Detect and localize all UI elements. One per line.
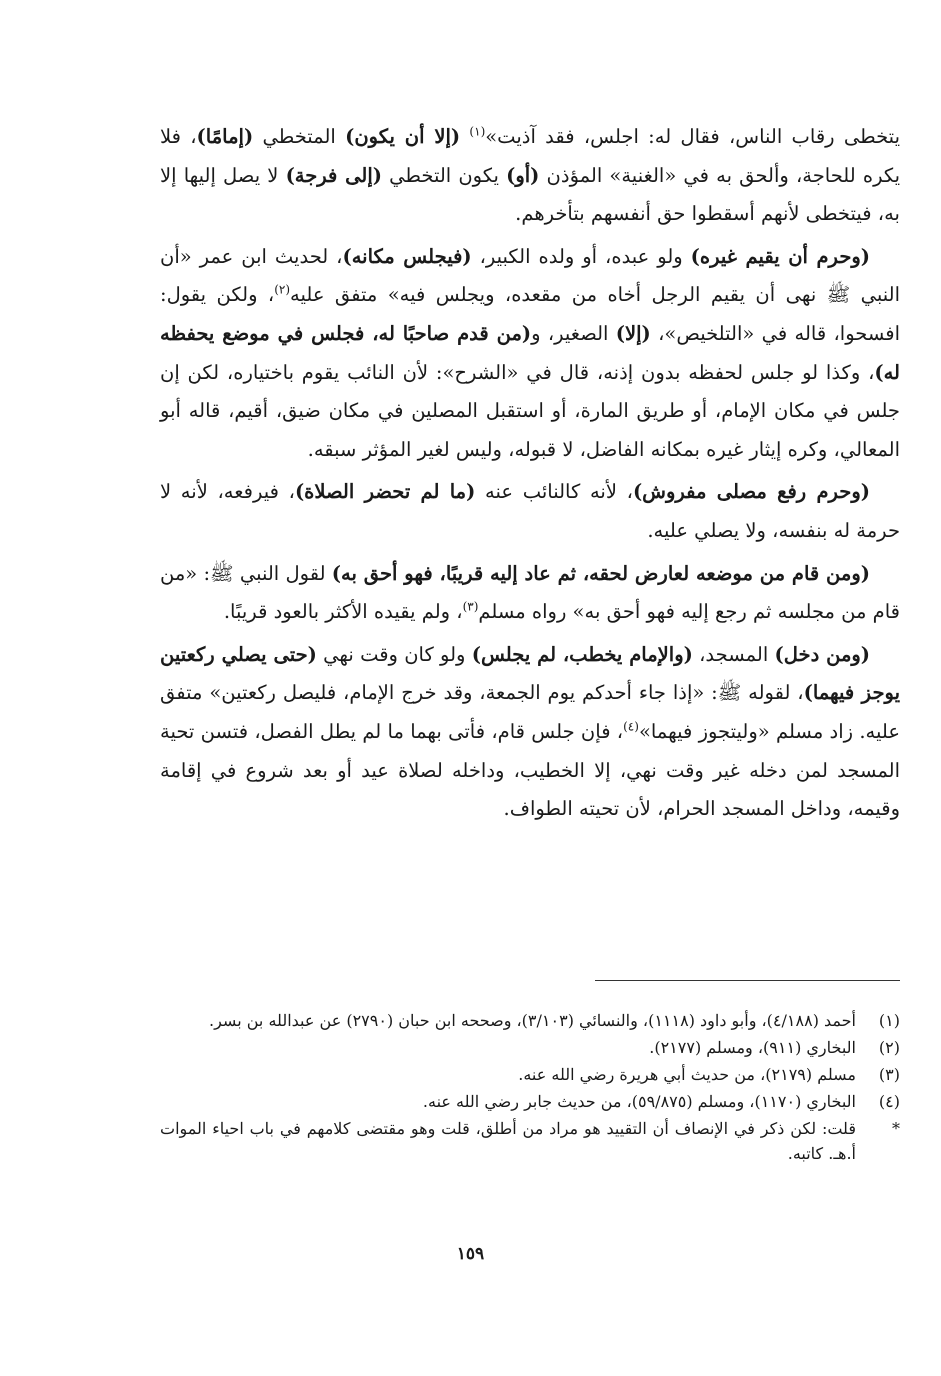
footnote <box>160 1062 900 1087</box>
footnote-separator <box>595 980 900 981</box>
sharh-text: ، لحديث ابن عمر «أن النبي ﷺ نهى أن يقيم الرجل أخاه من مقعده، ويجلس فيه» متفق عليه <box>160 244 901 307</box>
paragraph <box>160 555 900 632</box>
footnote-number: (٢) <box>878 1038 900 1057</box>
sharh-text: ، وكذا لو جلس لحفظه بدون إذنه، قال في «الشرح»: لأن النائب يقوم باختياره، لكن إن جلس في مكان الإمام، أو طريق المارة، أو استقبل المصلين في مكان ضيق، أقيم، قاله أبو المعالي، وكره إيثار غيره بمكانه الفاضل، لا قبوله، وليس لغير المؤثر سبقه. <box>160 360 900 461</box>
matn-text: (ومن دخل) <box>774 642 871 666</box>
matn-text: (فيجلس مكانه) <box>342 244 472 268</box>
paragraph <box>160 238 900 470</box>
footnote-ref[interactable]: (١) <box>469 124 486 139</box>
footnote-text: البخاري (١١٧٠)، ومسلم (٥٩/٨٧٥)، من حديث جابر رضي الله عنه. <box>422 1092 856 1111</box>
matn-text: (حتى يصلي ركعتين يوجز فيهما) <box>160 642 900 705</box>
matn-text: (وحرم أن يقيم غيره) <box>690 244 871 268</box>
main-text <box>160 118 900 829</box>
footnote-text: قلت: لكن ذكر في الإنصاف أن التقييد هو مراد من أطلق، قلت وهو مقتضى كلامهم في باب احياء الموات أ.هـ. كاتبه. <box>160 1119 856 1163</box>
matn-text: (ما لم تحضر الصلاة) <box>294 480 476 504</box>
sharh-text: ، فيرفعه، لأنه لا حرمة له بنفسه، ولا يصلي عليه. <box>160 480 900 542</box>
matn-text: (من قدم صاحبًا له، فجلس في موضع يحفظه له) <box>160 321 900 384</box>
sharh-text: ، فإن جلس قام، فأتى بهما ما لم يطل الفصل، فتسن تحية المسجد لمن دخله غير وقت نهي، إلا الخطيب، وداخله لصلاة عيد أو بعد شروع في إقامة وقيمه، وداخل المسجد الحرام، لأن تحيته الطواف. <box>160 719 900 821</box>
paragraph <box>160 473 900 550</box>
sharh-text: ، ولكن يقول: افسحوا، قاله في «التلخيص»، <box>160 283 900 345</box>
sharh-text: يتخطى رقاب الناس، فقال له: اجلس، فقد آذيت» <box>485 125 900 148</box>
footnote <box>160 1035 900 1060</box>
matn-text: (إمامًا) <box>196 125 254 148</box>
sharh-text: لقول النبي ﷺ: «من قام من مجلسه ثم رجع إليه فهو أحق به» رواه مسلم <box>160 561 900 624</box>
footnote-ref[interactable]: (٣) <box>462 599 479 614</box>
footnote-text: البخاري (٩١١)، ومسلم (٢١٧٧). <box>649 1038 856 1057</box>
matn-text: (إلا) <box>615 321 651 345</box>
footnote-text: مسلم (٢١٧٩)، من حديث أبي هريرة رضي الله عنه. <box>518 1065 856 1084</box>
matn-text: (وحرم رفع مصلى مفروش) <box>632 480 870 504</box>
sharh-text: ، فلا يكره للحاجة، وألحق به في «الغنية» المؤذن <box>160 125 901 187</box>
footnote-number: (١) <box>878 1011 900 1030</box>
paragraph <box>160 118 900 234</box>
footnote <box>160 1008 900 1033</box>
paragraph <box>160 636 900 829</box>
sharh-text: يكون التخطي <box>381 163 507 187</box>
footnote <box>160 1116 900 1166</box>
sharh-text: ، لأنه كالنائب عنه <box>475 480 633 504</box>
page-body <box>160 118 900 833</box>
footnote-number: * <box>892 1119 900 1138</box>
sharh-text: ولو عبده، أو ولده الكبير، <box>471 244 691 268</box>
matn-text: (إلا أن يكون) <box>345 125 461 148</box>
matn-text: (ومن قام من موضعه لعارض لحقه، ثم عاد إليه قريبًا، فهو أحق به) <box>331 561 870 585</box>
footnotes <box>160 1008 900 1168</box>
footnote <box>160 1089 900 1114</box>
footnote-number: (٣) <box>878 1065 900 1084</box>
page-number: ١٥٩ <box>456 1244 485 1264</box>
sharh-text: ولو كان وقت نهي <box>316 642 472 666</box>
matn-text: (أو) <box>506 163 540 187</box>
footnote-number: (٤) <box>878 1092 900 1111</box>
footnote-ref[interactable]: (٤) <box>623 719 639 734</box>
sharh-text: ، ولم يقيده الأكثر بالعود قريبًا. <box>223 600 463 624</box>
sharh-text: الصغير، و <box>531 321 616 345</box>
sharh-text: ، لقوله ﷺ: «إذا جاء أحدكم يوم الجمعة، وقد خرج الإمام، فليصل ركعتين» متفق عليه. زاد مسلم «وليتجوز فيهما» <box>160 681 900 743</box>
sharh-text: لا يصل إليها إلا به، فيتخطى لأنهم أسقطوا حق أنفسهم بتأخرهم. <box>160 163 900 226</box>
sharh-text: المسجد، <box>692 642 775 666</box>
sharh-text: المتخطي <box>253 125 346 148</box>
matn-text: (إلى فرجة) <box>285 163 382 187</box>
footnote-text: أحمد (٤/١٨٨)، وأبو داود (١١١٨)، والنسائي (٣/١٠٣)، وصححه ابن حبان (٢٧٩٠) عن عبدالله بن بسر. <box>209 1011 856 1030</box>
footnote-ref[interactable]: (٢) <box>274 282 291 297</box>
matn-text: (والإمام يخطب، لم يجلس) <box>471 642 693 666</box>
